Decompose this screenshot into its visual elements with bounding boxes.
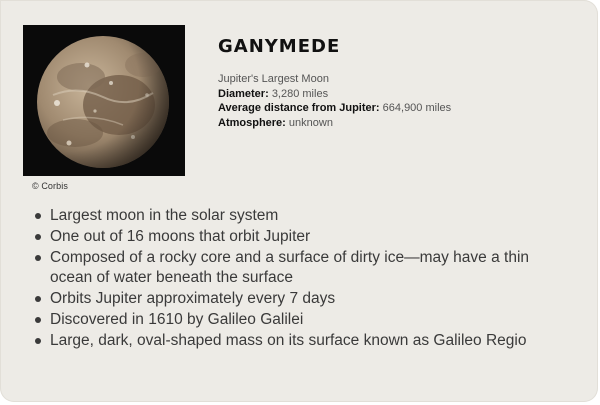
fact-label: Diameter:: [218, 87, 269, 100]
bullet-text: Composed of a rocky core and a surface of dirty ice—may have a thin ocean of water beneath the surface: [50, 249, 530, 286]
card-title: GANYMEDE: [218, 36, 341, 57]
fact-value: 3,280 miles: [271, 87, 329, 100]
list-item: [35, 331, 575, 351]
fact-diameter: [218, 87, 451, 102]
photo-credit: © Corbis: [32, 181, 68, 191]
fact-distance: [218, 101, 451, 116]
ganymede-moon-image: [23, 25, 185, 176]
fact-label: Atmosphere:: [218, 116, 286, 129]
list-item: [35, 206, 575, 226]
bullet-icon: [35, 255, 41, 261]
list-item: [35, 310, 575, 330]
subtitle: Jupiter's Largest Moon: [218, 73, 329, 85]
bullet-icon: [35, 338, 41, 344]
fact-label: Average distance from Jupiter:: [218, 102, 380, 114]
list-item: [35, 227, 575, 247]
bullet-text: One out of 16 moons that orbit Jupiter: [50, 228, 311, 245]
bullet-text: Largest moon in the solar system: [50, 207, 279, 224]
bullet-list: [35, 206, 575, 352]
bullet-text: Discovered in 1610 by Galileo Galilei: [50, 310, 304, 328]
fact-value: unknown: [288, 116, 333, 129]
bullet-icon: [35, 317, 41, 323]
bullet-icon: [35, 296, 41, 302]
facts-block: [218, 72, 451, 130]
list-item: [35, 289, 575, 309]
bullet-text: Orbits Jupiter approximately every 7 days: [50, 289, 336, 307]
list-item: [35, 248, 575, 287]
fact-value: 664,900 miles: [382, 102, 452, 114]
bullet-text: Large, dark, oval-shaped mass on its surface known as Galileo Regio: [50, 331, 527, 349]
ganymede-photo: [23, 25, 185, 176]
bullet-icon: [35, 213, 41, 219]
fact-atmosphere: [218, 116, 451, 131]
bullet-icon: [35, 234, 41, 240]
